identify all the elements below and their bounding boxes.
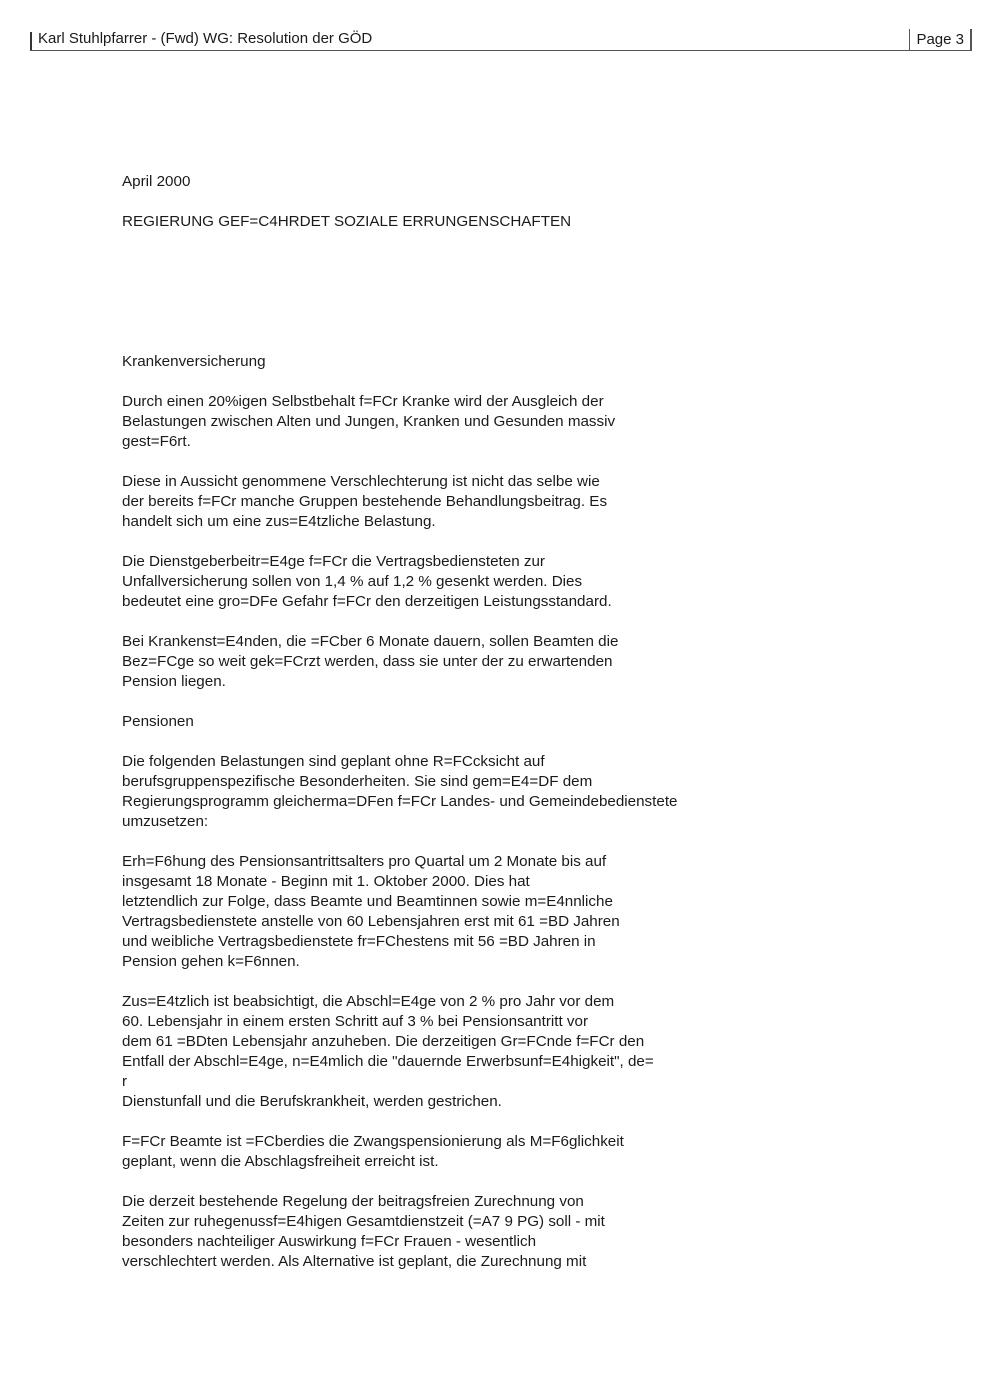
paragraph-9: Die derzeit bestehende Regelung der beitragsfreien Zurechnung von Zeiten zur ruhegenussf=E4higen Gesamtdienstzeit (=A7 9 PG) soll - mit besonders nachteiliger Auswirkung f=FCr Frauen - wesentlich verschlechtert werden. Als Alternative ist geplant, die Zurechnung mit (122, 1193, 605, 1270)
paragraph-5: Die folgenden Belastungen sind geplant ohne R=FCcksicht auf berufsgruppenspezifische Besonderheiten. Sie sind gem=E4=DF dem Regierungsprogramm gleicherma=DFen f=FCr Landes- und Gemeindebedienstete umzusetzen: (122, 753, 678, 830)
section-heading-pensionen: Pensionen (122, 713, 194, 730)
paragraph-7: Zus=E4tzlich ist beabsichtigt, die Abschl=E4ge von 2 % pro Jahr vor dem 60. Lebensjahr in einem ersten Schritt auf 3 % bei Pensionsantritt vor dem 61 =BDten Lebensjahr anzuheben. Die derzeitigen Gr=FCnde f=FCr den Entfall der Abschl=E4ge, n=E4mlich die "dauernde Erwerbsunf=E4higkeit", de= r Dienstunfall und die Berufskrankheit, werden gestrichen. (122, 993, 654, 1110)
paragraph-8: F=FCr Beamte ist =FCberdies die Zwangspensionierung als M=F6glichkeit geplant, wenn die Abschlagsfreiheit erreicht ist. (122, 1133, 624, 1170)
paragraph-4: Bei Krankenst=E4nden, die =FCber 6 Monate dauern, sollen Beamten die Bez=FCge so weit gek=FCrzt werden, dass sie unter der zu erwartenden Pension liegen. (122, 633, 619, 690)
paragraph-2: Diese in Aussicht genommene Verschlechterung ist nicht das selbe wie der bereits f=FCr manche Gruppen bestehende Behandlungsbeitrag. Es handelt sich um eine zus=E4tzliche Belastung. (122, 473, 608, 530)
email-subject-title: Karl Stuhlpfarrer - (Fwd) WG: Resolution der GÖD (38, 30, 373, 47)
paragraph-1: Durch einen 20%igen Selbstbehalt f=FCr Kranke wird der Ausgleich der Belastungen zwischen Alten und Jungen, Kranken und Gesunden massiv gest=F6rt. (122, 393, 616, 450)
paragraph-3: Die Dienstgeberbeitr=E4ge f=FCr die Vertragsbediensteten zur Unfallversicherung sollen von 1,4 % auf 1,2 % gesenkt werden. Dies bedeutet eine gro=DFe Gefahr f=FCr den derzeitigen Leistungsstandard. (122, 553, 612, 610)
document-heading: REGIERUNG GEF=C4HRDET SOZIALE ERRUNGENSCHAFTEN (122, 213, 572, 230)
document-body (122, 172, 762, 1272)
page-number: Page 3 (909, 29, 972, 51)
section-heading-krankenversicherung: Krankenversicherung (122, 353, 266, 370)
document-date: April 2000 (122, 173, 191, 190)
paragraph-6: Erh=F6hung des Pensionsantrittsalters pro Quartal um 2 Monate bis auf insgesamt 18 Monate - Beginn mit 1. Oktober 2000. Dies hat letztendlich zur Folge, dass Beamte und Beamtinnen sowie m=E4nnliche Vertragsbedienstete anstelle von 60 Lebensjahren erst mit 61 =BD Jahren und weibliche Vertragsbedienstete fr=FChestens mit 56 =BD Jahren in Pension gehen k=F6nnen. (122, 853, 620, 970)
